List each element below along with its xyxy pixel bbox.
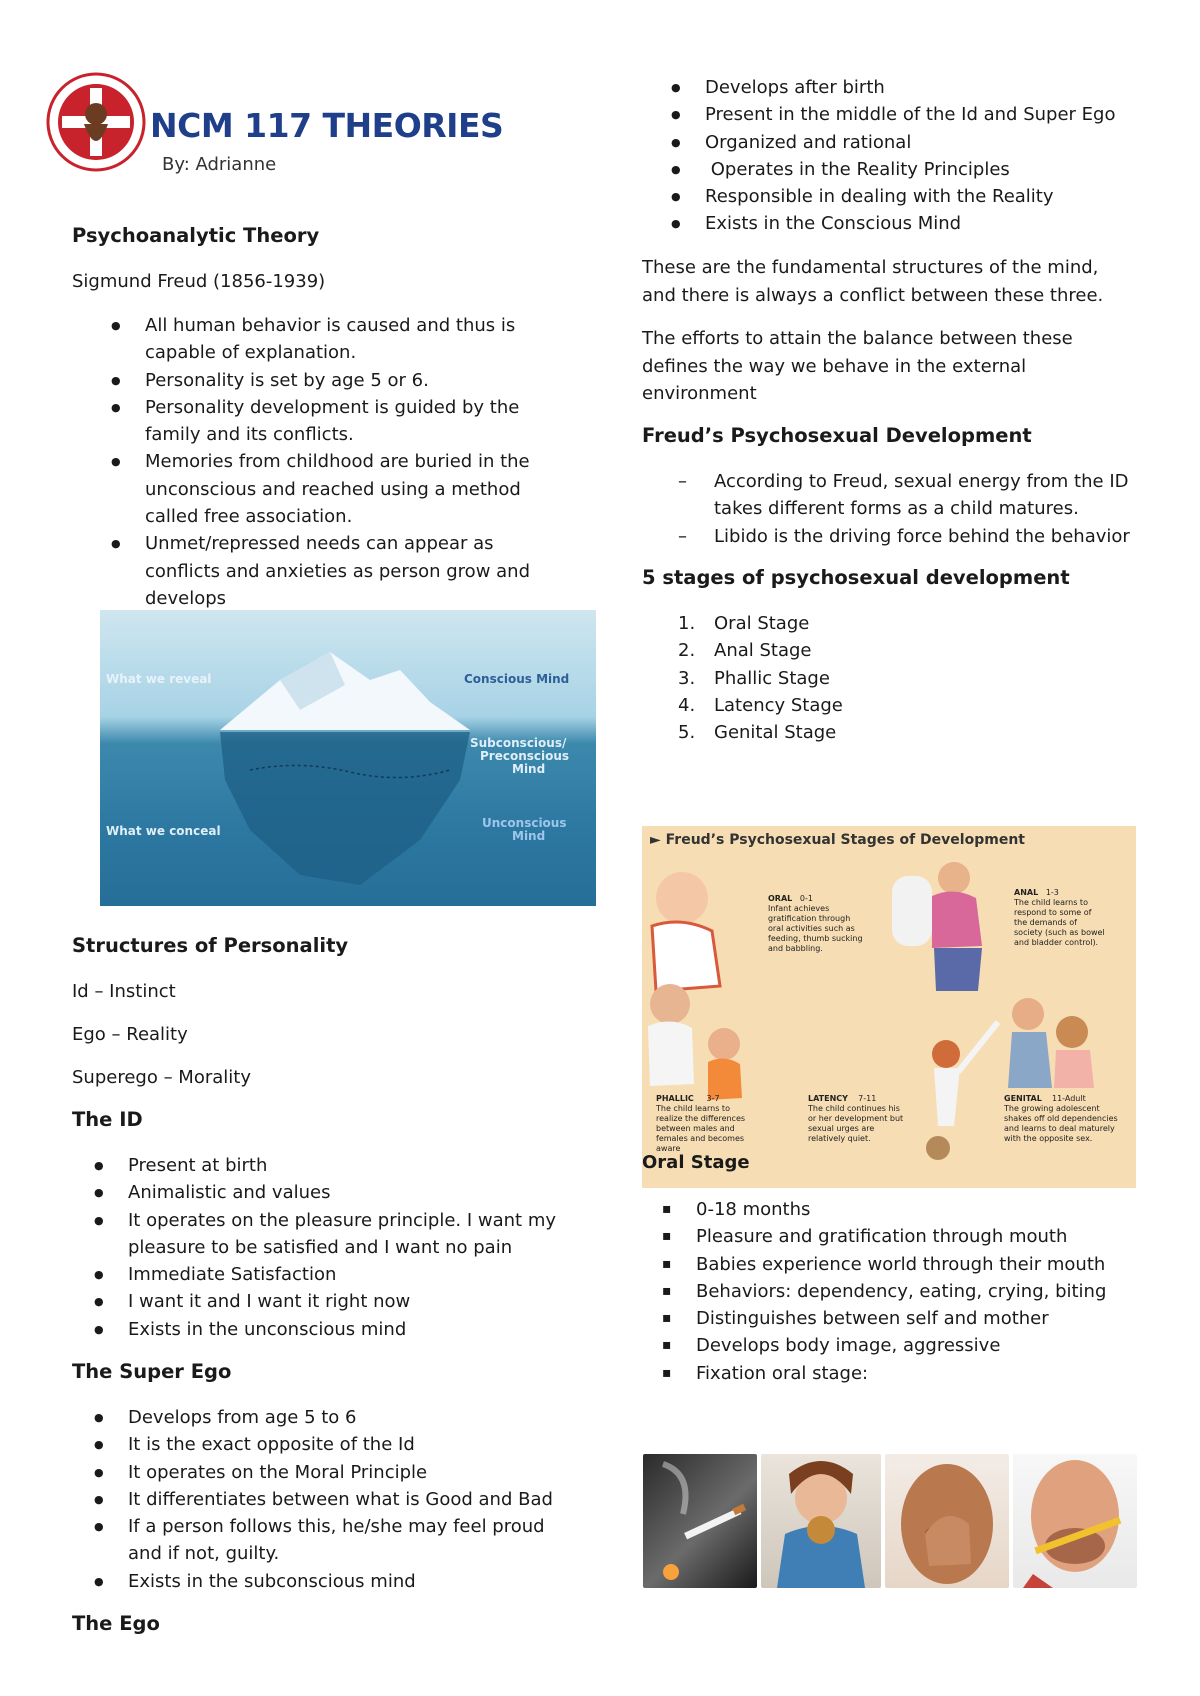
stage-oral-label: ORAL 0-1 Infant achieves gratification through oral activities such as feeding, thumb sucking and babbling. (768, 894, 863, 953)
list-item: ▪ 0-18 months (696, 1196, 1146, 1223)
list-item: ● Operates in the Reality Principles (705, 156, 1145, 183)
psychosexual-points (714, 468, 1154, 550)
list-item: ● All human behavior is caused and thus is capable of explanation. (145, 312, 550, 367)
smoking-photo (643, 1454, 757, 1588)
list-item: ● It operates on the Moral Principle (128, 1459, 568, 1486)
ego-heading: The Ego (72, 1612, 160, 1635)
id-heading: The ID (72, 1108, 143, 1131)
stage-anal-label: ANAL 1-3 The child learns to respond to some of the demands of society (such as bowel and bladder control). (1014, 888, 1105, 947)
superego-points (128, 1404, 568, 1595)
list-item: ● If a person follows this, he/she may feel proud and if not, guilty. (128, 1513, 568, 1568)
nail-biting-photo (885, 1454, 1009, 1588)
stage-latency-label: LATENCY 7-11 The child continues his or her development but sexual urges are relatively quiet. (808, 1094, 904, 1143)
list-item: ● It operates on the pleasure principle. I want my pleasure to be satisfied and I want no pain (128, 1207, 568, 1262)
list-item: ● Responsible in dealing with the Reality (705, 183, 1145, 210)
list-item: ▪ Behaviors: dependency, eating, crying, biting (696, 1278, 1146, 1305)
superego-line: Superego – Morality (72, 1067, 251, 1088)
college-logo (46, 72, 146, 172)
list-item: ● Immediate Satisfaction (128, 1261, 568, 1288)
label-subconscious-1: Subconscious/ (470, 736, 567, 750)
list-item: ▪ Develops body image, aggressive (696, 1332, 1146, 1359)
label-unconscious-2: Mind (512, 829, 546, 843)
label-unconscious-1: Unconscious (482, 816, 567, 830)
list-item: 1. Oral Stage (678, 613, 810, 634)
list-item: ● Personality development is guided by the family and its conflicts. (145, 394, 550, 449)
structures-paragraph: These are the fundamental structures of the mind, and there is always a conflict between these three. (642, 257, 1104, 306)
list-item: ● It differentiates between what is Good and Bad (128, 1486, 568, 1513)
list-item: ▪ Fixation oral stage: (696, 1360, 1146, 1387)
ego-points (705, 74, 1145, 238)
page-title: NCM 117 THEORIES (150, 106, 504, 145)
list-item: 4. Latency Stage (678, 694, 843, 716)
list-item: 5. Genital Stage (678, 722, 837, 744)
balance-paragraph: The efforts to attain the balance between these defines the way we behave in the external environment (642, 328, 1073, 404)
list-item: ● Present at birth (128, 1152, 568, 1179)
list-item: ● Animalistic and values (128, 1179, 568, 1206)
pencil-chewing-photo (1013, 1454, 1137, 1588)
psychoanalytic-heading: Psychoanalytic Theory (72, 224, 320, 247)
list-item: ▪ Babies experience world through their mouth (696, 1251, 1146, 1278)
list-item: 2. Anal Stage (678, 640, 812, 662)
list-item: ▪ Pleasure and gratification through mouth (696, 1223, 1146, 1250)
freud-points (145, 312, 550, 612)
stage-genital-label: GENITAL 11-Adult The growing adolescent shakes off old dependencies and learns to deal maturely with the opposite sex. (1004, 1094, 1118, 1143)
list-item: ● Develops from age 5 to 6 (128, 1404, 568, 1431)
eating-photo (761, 1454, 881, 1588)
iceberg-figure (100, 610, 596, 906)
list-item: ● It is the exact opposite of the Id (128, 1431, 568, 1458)
list-item: ● Memories from childhood are buried in the unconscious and reached using a method called free association. (145, 448, 550, 530)
list-item: ● Develops after birth (705, 74, 1145, 101)
list-item: ● Exists in the subconscious mind (128, 1568, 568, 1595)
oral-points (696, 1196, 1146, 1387)
id-line: Id – Instinct (72, 981, 176, 1002)
psychosexual-heading: Freud’s Psychosexual Development (642, 424, 1032, 447)
list-item: ● I want it and I want it right now (128, 1288, 568, 1315)
label-what-we-reveal: What we reveal (106, 672, 212, 686)
id-points (128, 1152, 568, 1343)
label-what-we-conceal: What we conceal (106, 824, 221, 838)
list-item: – Libido is the driving force behind the behavior (714, 523, 1154, 550)
list-item: ● Organized and rational (705, 129, 1145, 156)
label-subconscious-2: Preconscious (480, 749, 570, 763)
list-item: ● Personality is set by age 5 or 6. (145, 367, 550, 394)
freud-line: Sigmund Freud (1856-1939) (72, 271, 326, 292)
figure-title: ► Freud’s Psychosexual Stages of Development (650, 832, 1025, 848)
list-item: ▪ Distinguishes between self and mother (696, 1305, 1146, 1332)
byline: By: Adrianne (162, 154, 277, 175)
oral-stage-heading: Oral Stage (642, 1152, 750, 1173)
superego-heading: The Super Ego (72, 1360, 232, 1383)
ego-line: Ego – Reality (72, 1024, 188, 1045)
list-item: 3. Phallic Stage (678, 667, 830, 689)
list-item: ● Present in the middle of the Id and Super Ego (705, 101, 1145, 128)
structures-heading: Structures of Personality (72, 934, 349, 957)
five-stages-heading: 5 stages of psychosexual development (642, 566, 1070, 589)
stage-phallic-label: PHALLIC 3-7 The child learns to realize the differences between males and females and becomes aware (656, 1094, 746, 1153)
list-item: ● Exists in the unconscious mind (128, 1316, 568, 1343)
psychosexual-stages-figure (642, 826, 1136, 1188)
list-item: ● Exists in the Conscious Mind (705, 210, 1145, 237)
stages-list (678, 610, 1014, 746)
list-item: – According to Freud, sexual energy from the ID takes different forms as a child matures. (714, 468, 1154, 523)
label-subconscious-3: Mind (512, 762, 546, 776)
label-conscious-mind: Conscious Mind (464, 672, 570, 686)
list-item: ● Unmet/repressed needs can appear as conflicts and anxieties as person grow and develops (145, 530, 550, 612)
